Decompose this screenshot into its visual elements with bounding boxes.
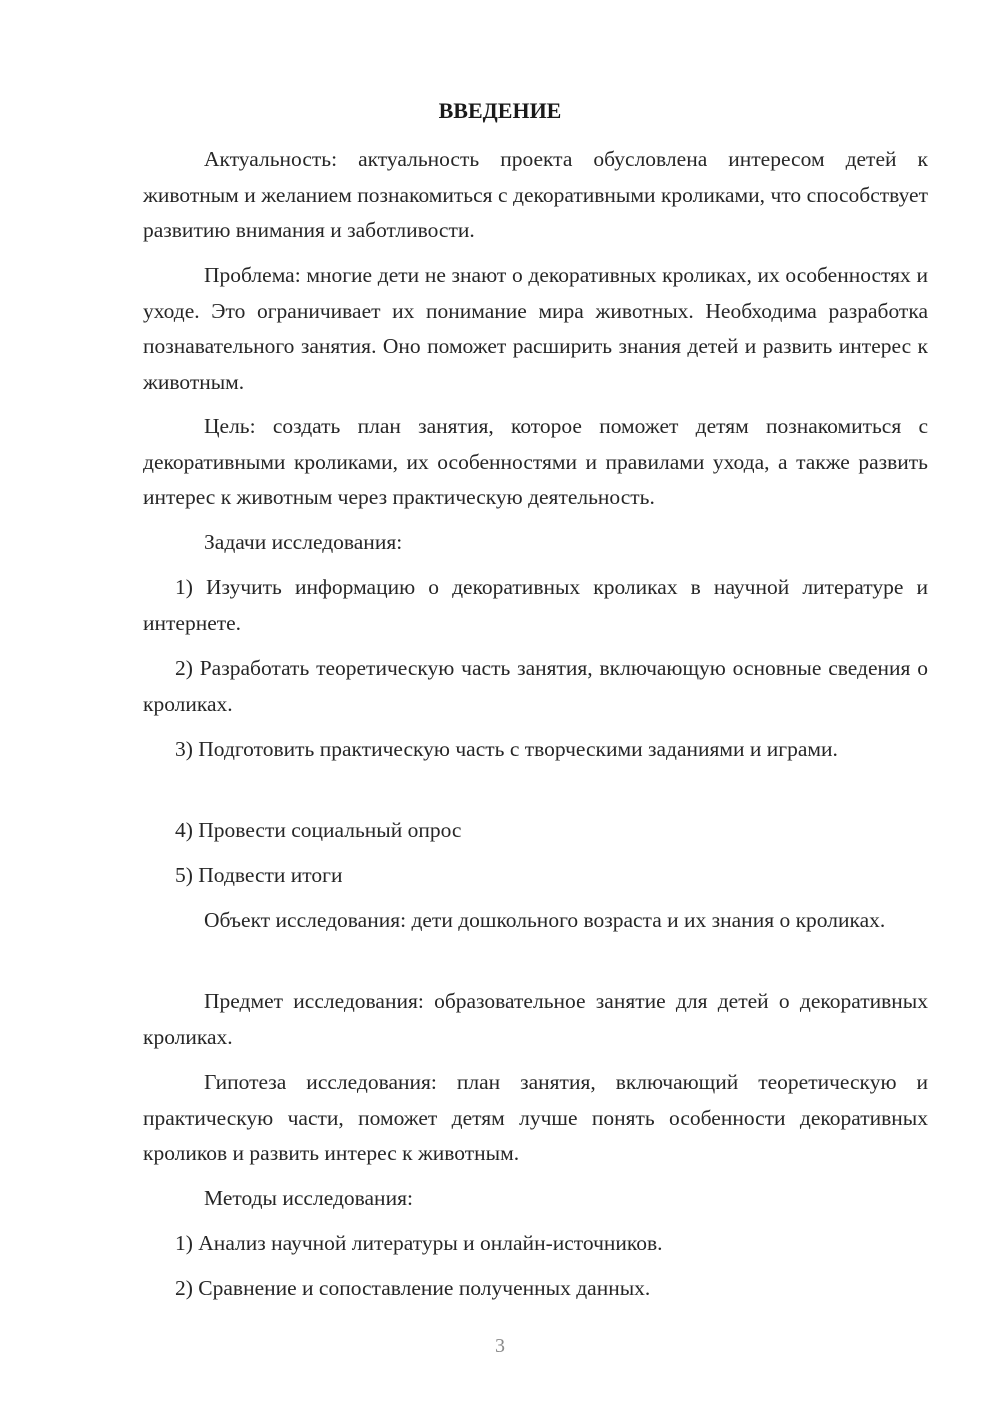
paragraph-problem: Проблема: многие дети не знают о декоративных кроликах, их особенностях и уходе. Это ограничивает их понимание мира животных. Необходима разработка познавательного занятия. Оно поможет расширить знания детей и развить интерес к животным.: [143, 263, 928, 394]
task-item-1: 1) Изучить информацию о декоративных кроликах в научной литературе и интернете.: [143, 575, 928, 635]
page-number: 3: [495, 1335, 505, 1357]
task-item-3: 3) Подготовить практическую часть с творческими заданиями и играми.: [175, 737, 838, 761]
paragraph-subject: Предмет исследования: образовательное занятие для детей о декоративных кроликах.: [143, 989, 928, 1049]
paragraph-object: Объект исследования: дети дошкольного возраста и их знания о кроликах.: [204, 908, 886, 932]
task-item-2: 2) Разработать теоретическую часть занятия, включающую основные сведения о кроликах.: [143, 656, 928, 716]
paragraph-goal: Цель: создать план занятия, которое поможет детям познакомиться с декоративными кроликами, их особенностями и правилами ухода, а также развить интерес к животным через практическую деятельность.: [143, 414, 928, 509]
paragraph-hypothesis: Гипотеза исследования: план занятия, включающий теоретическую и практическую части, поможет детям лучше понять особенности декоративных кроликов и развить интерес к животным.: [143, 1070, 928, 1165]
task-item-4: 4) Провести социальный опрос: [175, 818, 462, 842]
method-item-2: 2) Сравнение и сопоставление полученных данных.: [175, 1276, 651, 1300]
paragraph-relevance: Актуальность: актуальность проекта обусловлена интересом детей к животным и желанием познакомиться с декоративными кроликами, что способствует развитию внимания и заботливости.: [143, 147, 928, 242]
section-title: ВВЕДЕНИЕ: [438, 98, 562, 123]
task-item-5: 5) Подвести итоги: [175, 863, 343, 887]
paragraph-methods-heading: Методы исследования:: [204, 1186, 413, 1210]
method-item-1: 1) Анализ научной литературы и онлайн-источников.: [175, 1231, 663, 1255]
paragraph-tasks-heading: Задачи исследования:: [204, 530, 403, 554]
